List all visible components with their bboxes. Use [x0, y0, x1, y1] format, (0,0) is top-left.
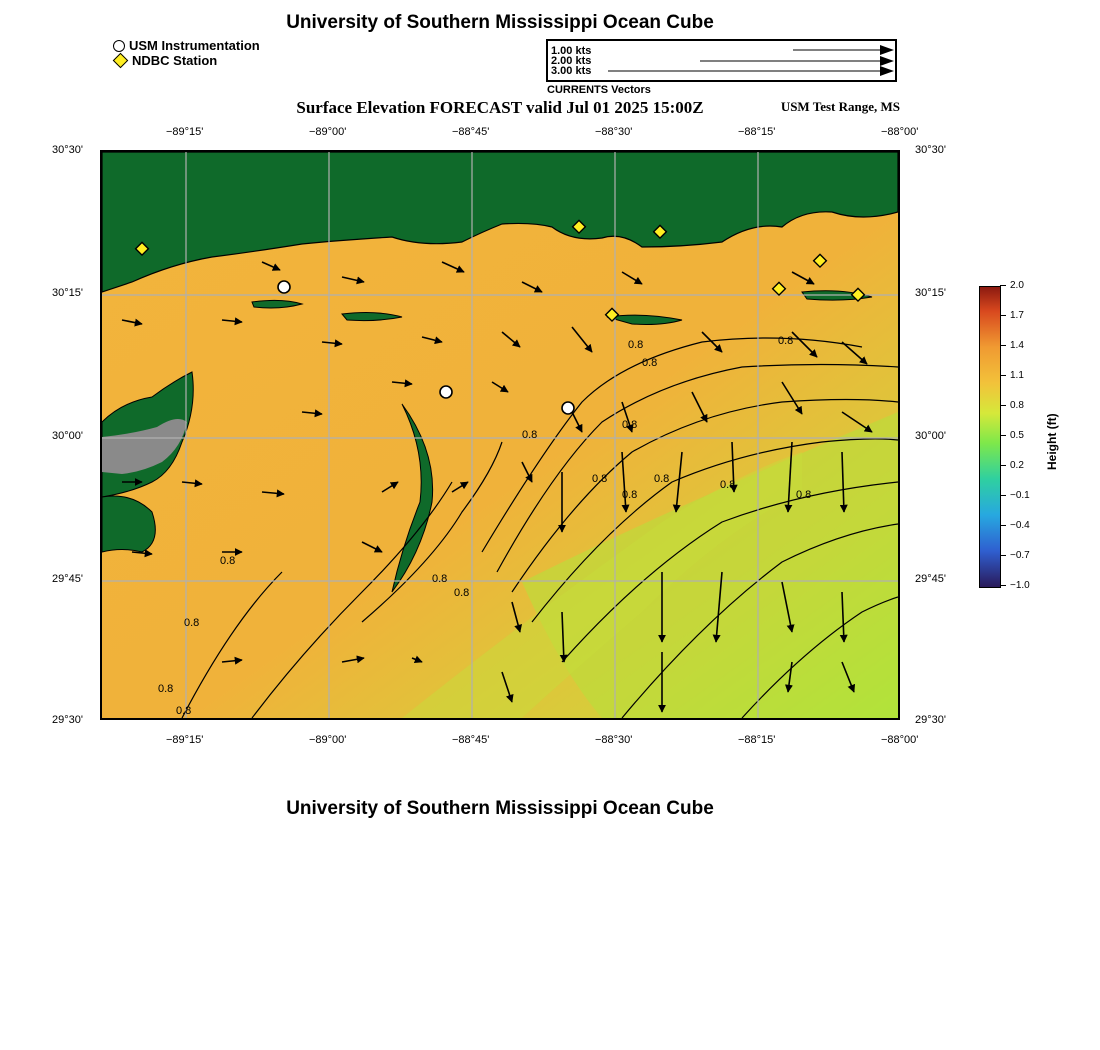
colorbar-tick: 0.2 [1000, 460, 1024, 471]
top-lon-tick: −88°30' [595, 126, 633, 138]
contour-label: 0.8 [720, 479, 736, 491]
top-lon-tick: −89°15' [166, 126, 204, 138]
contour-label: 0.8 [184, 617, 200, 629]
right-lat-tick: 29°30' [915, 714, 946, 726]
bottom-lon-tick: −89°00' [309, 734, 347, 746]
contour-label: 0.8 [622, 489, 638, 501]
range-label: USM Test Range, MS [780, 99, 900, 114]
page-title: University of Southern Mississippi Ocean Cube [286, 12, 714, 33]
colorbar-tick: 2.0 [1000, 280, 1024, 291]
top-lon-tick: −88°45' [452, 126, 490, 138]
footer-title: University of Southern Mississippi Ocean Cube [286, 798, 714, 819]
vector-key-caption: CURRENTS Vectors [547, 84, 651, 96]
top-lon-tick: −89°00' [309, 126, 347, 138]
left-lat-tick: 29°30' [52, 714, 83, 726]
right-lat-tick: 30°30' [915, 144, 946, 156]
colorbar-tick: −1.0 [1000, 580, 1030, 591]
vector-key-3kt: 3.00 kts [551, 65, 592, 77]
top-lon-tick: −88°15' [738, 126, 776, 138]
contour-label: 0.8 [622, 419, 638, 431]
contour-label: 0.8 [628, 339, 644, 351]
colorbar-tick: 0.5 [1000, 430, 1024, 441]
bottom-lon-tick: −89°15' [166, 734, 204, 746]
left-lat-tick: 30°30' [52, 144, 83, 156]
colorbar-tick: 0.8 [1000, 400, 1024, 411]
colorbar-tick: −0.1 [1000, 490, 1030, 501]
contour-label: 0.8 [176, 705, 192, 717]
colorbar-tick: −0.7 [1000, 550, 1030, 561]
colorbar-tick: −0.4 [1000, 520, 1030, 531]
legend-usm [113, 38, 260, 53]
right-lat-tick: 30°15' [915, 287, 946, 299]
surface-elevation-map[interactable] [100, 150, 900, 720]
bottom-lon-tick: −88°15' [738, 734, 776, 746]
legend-ndbc [113, 53, 260, 68]
usm-circle-icon[interactable] [562, 402, 574, 414]
usm-circle-icon[interactable] [440, 386, 452, 398]
contour-label: 0.8 [522, 429, 538, 441]
contour-label: 0.8 [220, 555, 236, 567]
contour-label: 0.8 [454, 587, 470, 599]
left-lat-tick: 30°15' [52, 287, 83, 299]
contour-label: 0.8 [592, 473, 608, 485]
bottom-lon-tick: −88°00' [881, 734, 919, 746]
vector-key-2kt: 2.00 kts [551, 55, 592, 67]
ndbc-diamond-icon [113, 53, 129, 69]
vector-key-1kt: 1.00 kts [551, 45, 592, 57]
usm-circle-icon [113, 40, 125, 52]
contour-label: 0.8 [432, 573, 448, 585]
contour-label: 0.8 [654, 473, 670, 485]
map-subtitle: Surface Elevation FORECAST valid Jul 01 2025 15:00Z [296, 98, 704, 117]
arrow-icon [880, 45, 894, 55]
usm-circle-icon[interactable] [278, 281, 290, 293]
arrow-icon [880, 66, 894, 76]
colorbar-tick: 1.7 [1000, 310, 1024, 321]
colorbar-tick: 1.4 [1000, 340, 1024, 351]
contour-label: 0.8 [796, 489, 812, 501]
left-lat-tick: 29°45' [52, 573, 83, 585]
colorbar-tick: 1.1 [1000, 370, 1024, 381]
left-lat-tick: 30°00' [52, 430, 83, 442]
colorbar-label: Height (ft) [1045, 413, 1059, 470]
contour-label: 0.8 [642, 357, 658, 369]
map-canvas [102, 152, 898, 718]
top-lon-tick: −88°00' [881, 126, 919, 138]
contour-label: 0.8 [778, 335, 794, 347]
vector-key-box [546, 39, 897, 82]
bottom-lon-tick: −88°45' [452, 734, 490, 746]
vector-key-arrows [548, 41, 895, 80]
contour-label: 0.8 [158, 683, 174, 695]
marker-legend [113, 38, 260, 68]
legend-ndbc-label: NDBC Station [132, 53, 218, 68]
right-lat-tick: 30°00' [915, 430, 946, 442]
arrow-icon [880, 56, 894, 66]
height-colorbar [979, 286, 1001, 588]
right-lat-tick: 29°45' [915, 573, 946, 585]
bottom-lon-tick: −88°30' [595, 734, 633, 746]
legend-usm-label: USM Instrumentation [129, 38, 260, 53]
